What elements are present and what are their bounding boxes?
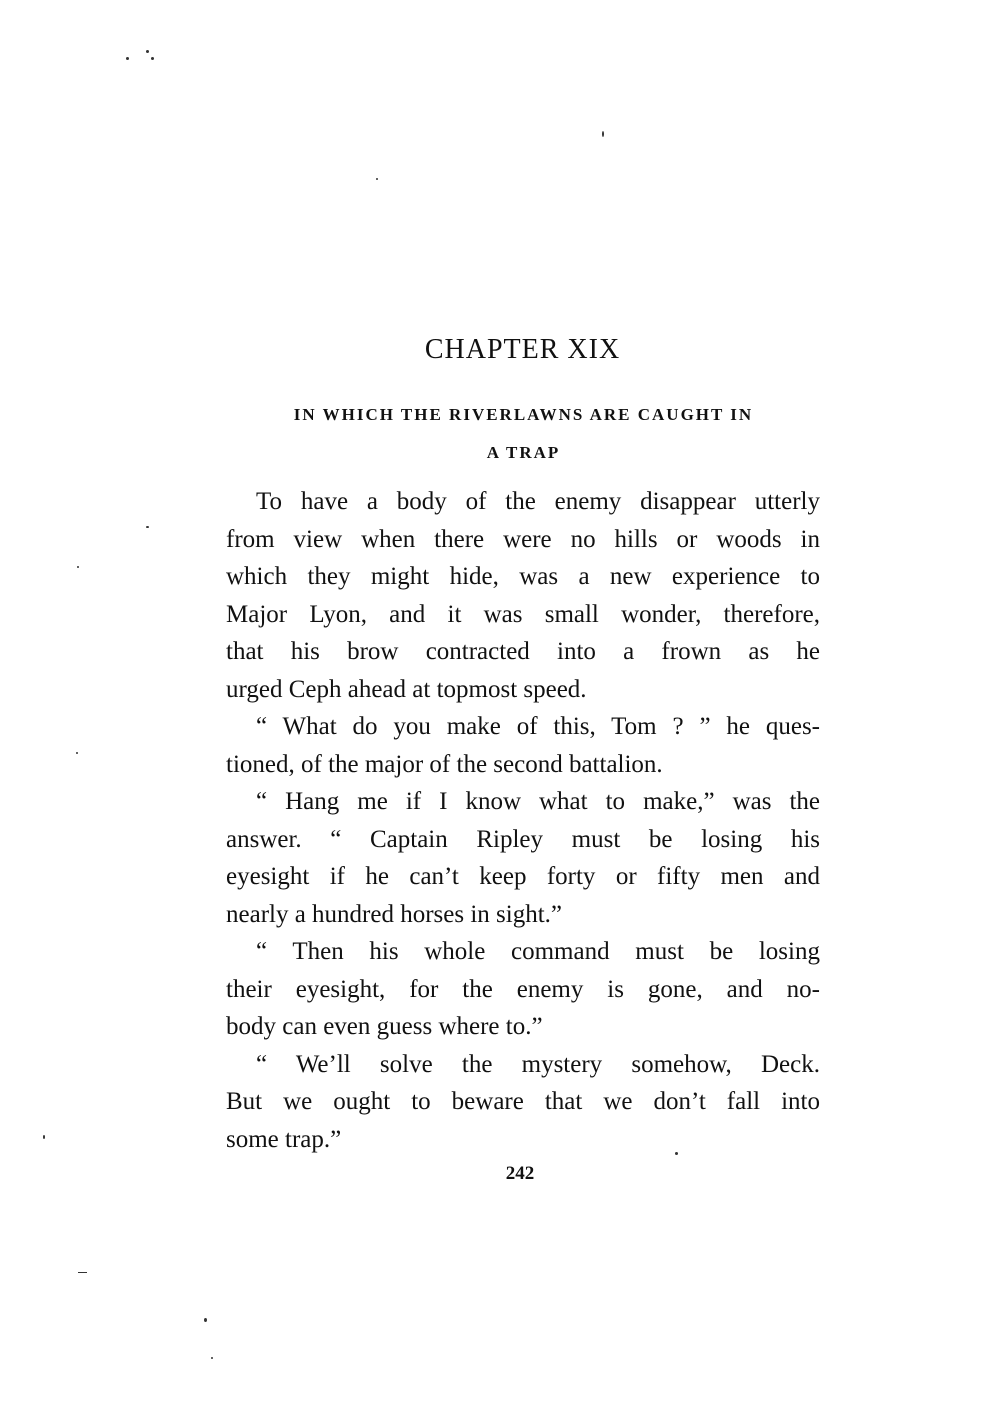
text-line: tioned, of the major of the second battalion. [226, 750, 663, 778]
scan-speck [204, 1318, 207, 1322]
scan-speck [126, 57, 129, 60]
scan-speck [43, 1135, 45, 1139]
text-line: To have a body of the enemy disappear utterly [256, 488, 820, 515]
scan-speck [76, 752, 78, 754]
chapter-body [226, 483, 820, 1158]
scan-speck [77, 566, 79, 568]
chapter-title [226, 396, 821, 472]
page-number: 242 [505, 1163, 535, 1184]
text-line: “ We’ll solve the mystery somehow, Deck. [256, 1050, 820, 1078]
text-line: nearly a hundred horses in sight.” [226, 900, 563, 928]
scan-speck [151, 57, 154, 60]
scan-speck [602, 131, 604, 137]
text-line: Major Lyon, and it was small wonder, therefore, [226, 600, 820, 628]
text-line: “ What do you make of this, Tom ? ” he ques- [256, 713, 820, 740]
paragraph [226, 783, 820, 933]
text-line: But we ought to beware that we don’t fall into [226, 1088, 820, 1115]
scan-speck [211, 1357, 213, 1359]
chapter-title-line: IN WHICH THE RIVERLAWNS ARE CAUGHT IN [293, 405, 754, 424]
text-line: answer. “ Captain Ripley must be losing his [226, 825, 820, 853]
chapter-title-line: A TRAP [486, 443, 561, 462]
scan-speck [146, 526, 149, 528]
paragraph [226, 708, 820, 783]
paragraph [226, 1046, 820, 1159]
text-line: “ Then his whole command must be losing [256, 938, 820, 965]
text-line: body can even guess where to.” [226, 1013, 543, 1040]
text-line: eyesight if he can’t keep forty or fifty men and [226, 863, 820, 890]
text-line: which they might hide, was a new experience to [226, 563, 820, 590]
text-line: their eyesight, for the enemy is gone, and no- [226, 975, 820, 1003]
text-line: urged Ceph ahead at topmost speed. [226, 675, 587, 703]
text-line: from view when there were no hills or woods in [226, 525, 820, 553]
text-line: that his brow contracted into a frown as he [226, 638, 820, 665]
scan-speck [376, 178, 378, 180]
scan-speck [146, 50, 149, 53]
text-line: some trap.” [226, 1125, 342, 1153]
paragraph [226, 483, 820, 708]
paragraph [226, 933, 820, 1046]
text-line: “ Hang me if I know what to make,” was the [256, 788, 820, 815]
chapter-number: CHAPTER XIX [424, 334, 621, 365]
scan-speck [78, 1272, 87, 1273]
